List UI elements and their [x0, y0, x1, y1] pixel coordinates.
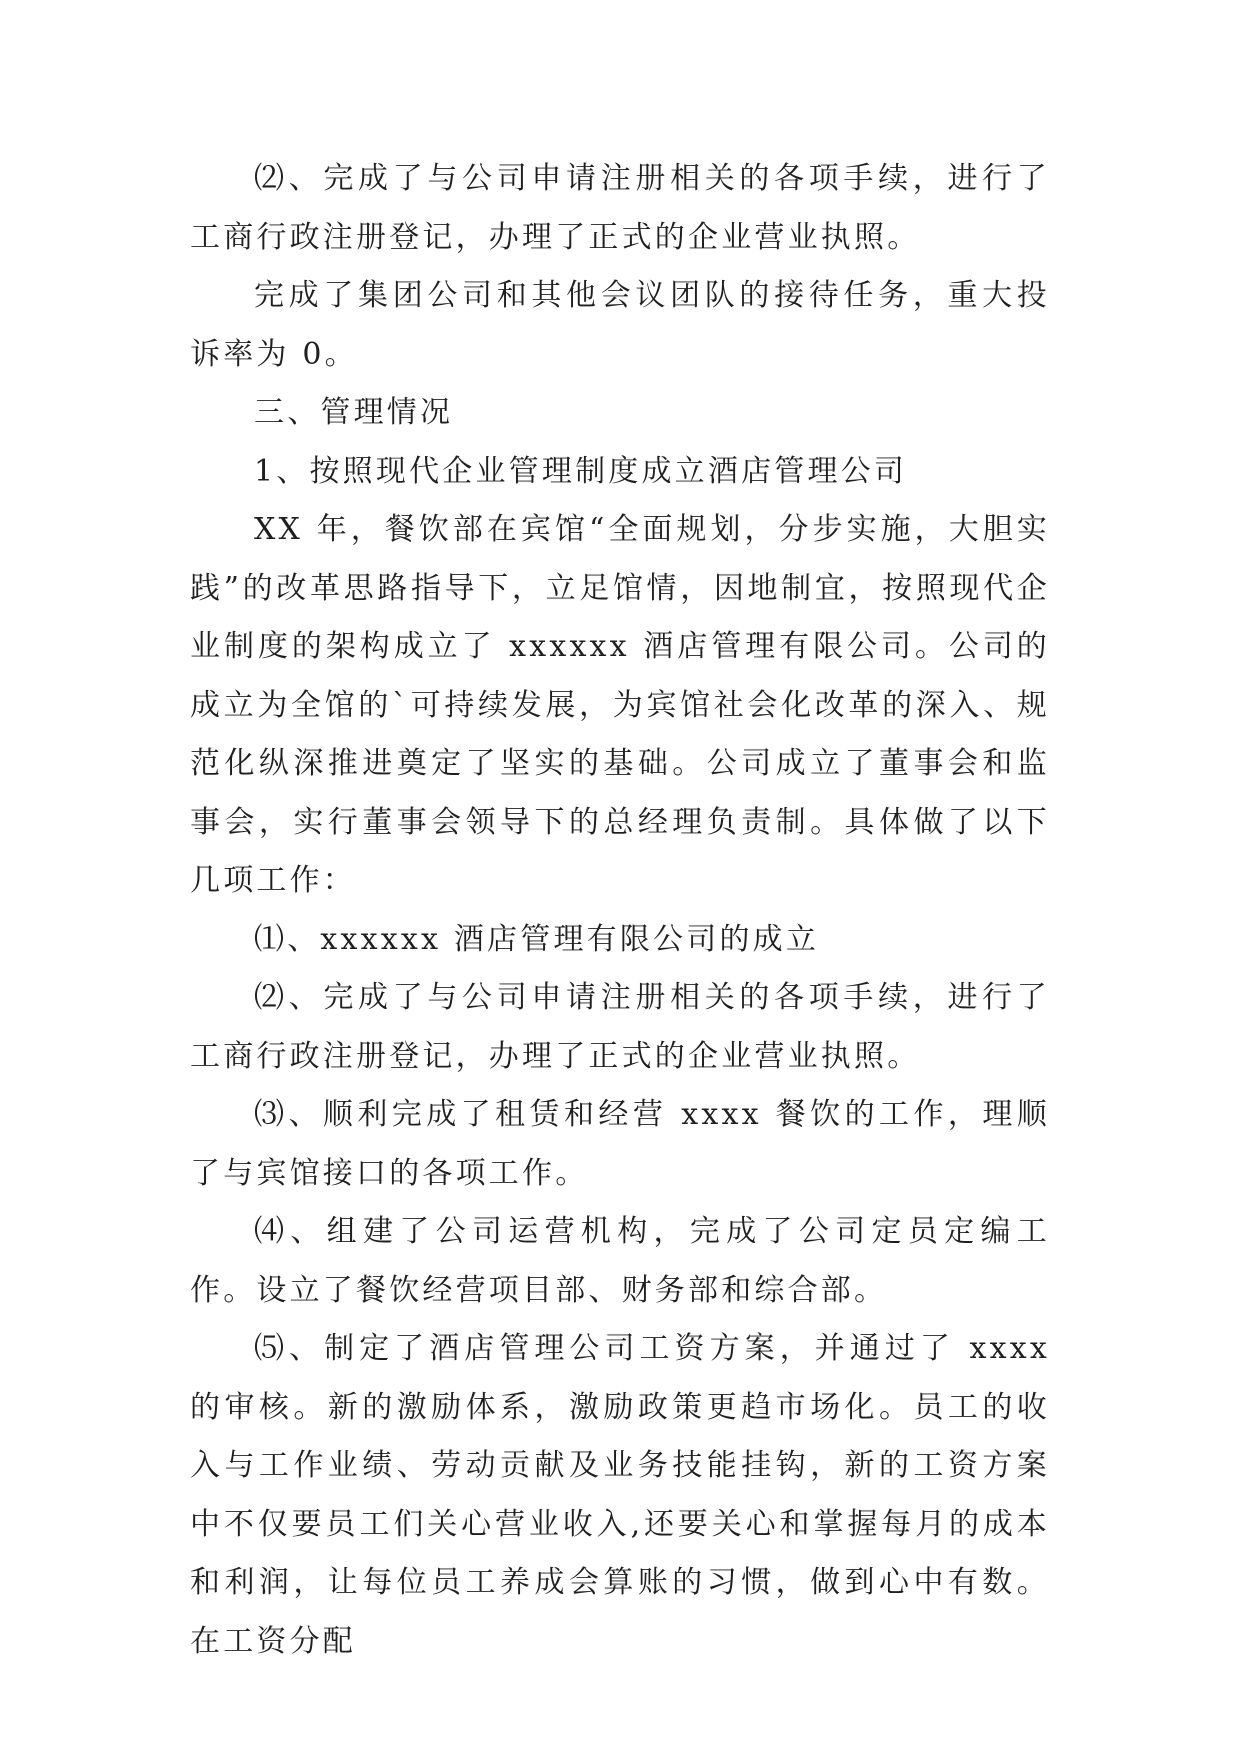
- subsection-heading-hotel-company: 1、按照现代企业管理制度成立酒店管理公司: [254, 453, 908, 489]
- list-item-5: ⑸、制定了酒店管理公司工资方案，并通过了 xxxx 的审核。新的激励体系，激励政策更趋市场化。员工的收入与工作业绩、劳动贡献及业务技能挂钩，新的工资方案中不仅要员工们关心营业收入,还要关心和掌握每月的成本和利润，让每位员工养成会算账的习惯，做到心中有数。在工资分配: [190, 1331, 1050, 1659]
- paragraph-registration-summary: ⑵、完成了与公司申请注册相关的各项手续，进行了工商行政注册登记，办理了正式的企业营业执照。: [190, 161, 1050, 255]
- list-item-1: ⑴、xxxxxx 酒店管理有限公司的成立: [254, 921, 820, 957]
- list-item-3: ⑶、顺利完成了租赁和经营 xxxx 餐饮的工作，理顺了与宾馆接口的各项工作。: [190, 1097, 1050, 1191]
- document-body: [190, 150, 1050, 1671]
- list-item-4: ⑷、组建了公司运营机构，完成了公司定员定编工作。设立了餐饮经营项目部、财务部和综合部。: [190, 1214, 1050, 1308]
- paragraph-company-establishment: XX 年，餐饮部在宾馆“全面规划，分步实施，大胆实践”的改革思路指导下，立足馆情，因地制宜，按照现代企业制度的架构成立了 xxxxxx 酒店管理有限公司。公司的成立为全馆的`可持续发展，为宾馆社会化改革的深入、规范化纵深推进奠定了坚实的基础。公司成立了董事会和监事会，实行董事会领导下的总经理负责制。具体做了以下几项工作：: [190, 512, 1050, 898]
- list-item-2: ⑵、完成了与公司申请注册相关的各项手续，进行了工商行政注册登记，办理了正式的企业营业执照。: [190, 980, 1050, 1074]
- paragraph-reception-tasks: 完成了集团公司和其他会议团队的接待任务，重大投诉率为 0。: [190, 278, 1050, 372]
- section-heading-management: 三、管理情况: [254, 395, 454, 430]
